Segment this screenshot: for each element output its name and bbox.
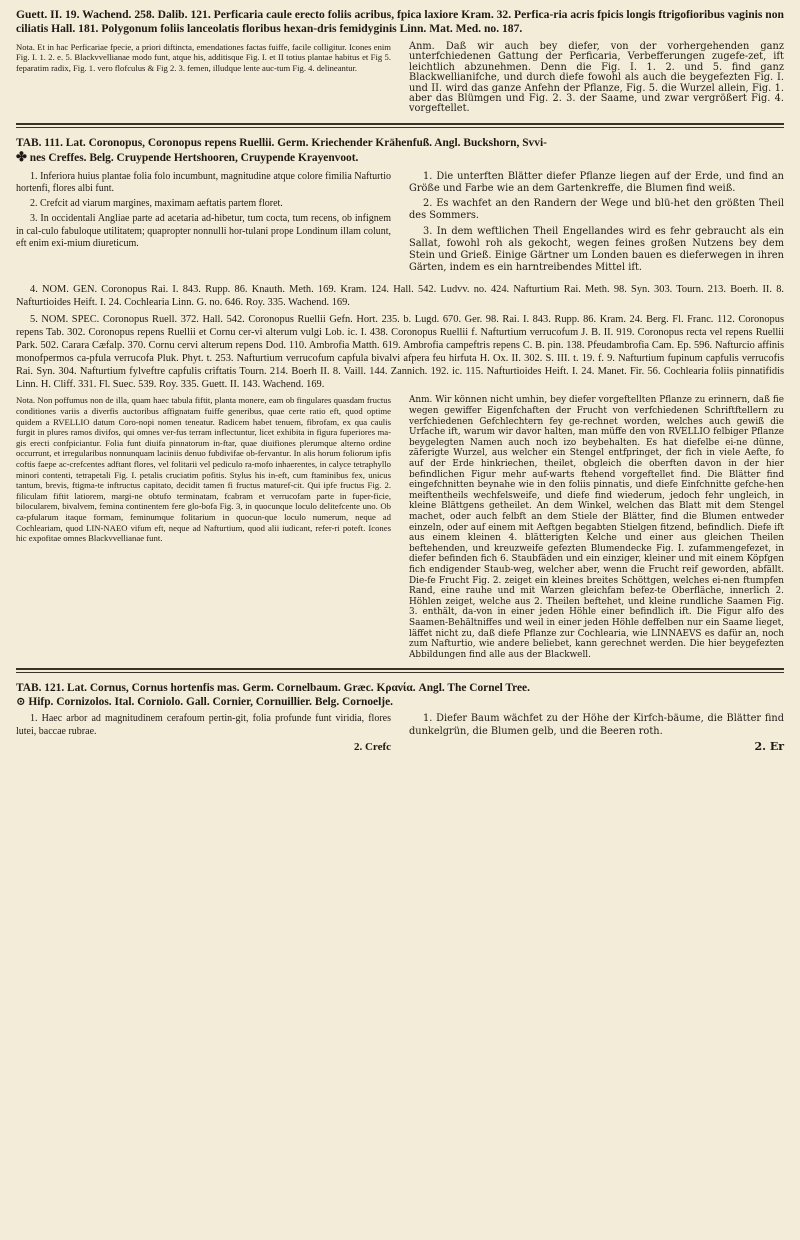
- tab111-heading-line1: TAB. 111. Lat. Coronopus, Coronopus repens Ruellii. Germ. Kriechender Krähenfuß. Angl. Buckshorn, Svvi-: [16, 136, 547, 149]
- cross-symbol-icon: ✤: [16, 148, 27, 164]
- tab121-heading-line2: ⊙ Hifp. Cornizolos. Ital. Corniolo. Gall. Cornier, Cornuillier. Belg. Cornoelje.: [16, 696, 393, 709]
- tab111-descriptions: [16, 171, 784, 278]
- german-item-3: 3. In dem weftlichen Theil Engellandes wird es fehr gebraucht als ein Sallat, fowohl roh als gekocht, wegen feines großen Nutzens bey dem Stein und Grieß. Einige Gärtner um Londen bauen es dieferwegen in ihren Gärten, indem es ein harntreibendes Mittel ift.: [409, 225, 784, 274]
- section-rule-2: [16, 668, 784, 670]
- section-rule: [16, 123, 784, 125]
- tab121-descriptions: [16, 713, 784, 753]
- tab121-heading: [16, 681, 784, 709]
- section-rule-thin: [16, 127, 784, 128]
- nom-spec: 5. NOM. SPEC. Coronopus Ruell. 372. Hall. 542. Coronopus Ruellii Gefn. Hort. 235. b. Lugd. 670. Ger. 98. Rai. I. 843. Rupp. 86. Kram. 24. Berg. Fl. Franc. 112. Coronopus repens Tab. 302. Coronopus repens Ruellii et Cornu cer-vi alterum vulgi Lob. ic. I. 438. Coronopus Ruellii f. Nafturtium verrucofum J. B. II. 919. Coronopus recta vel repens Ruellii Park. 502. Carara Cæfalp. 370. Cornu cervi alterum repens Dod. 110. Ambrofia Matth. 619. Ambrofia campeftris repens C. B. pin. 138. Pfeudambrofia Cam. Ep. 596. Nafturcio affinis monofpermos ca-pfula verrucofa Pluk. Phyt. t. 253. Nafturtium verrucofum capfula bivalvi afpera feu hirfuta H. Ox. II. 302. S. III. t. 19. f. 9. Nafturtium fupinum capfulis verrucofis Rai. Syn. 304. Nafturtium fylveftre capfulis criftatis Tourn. 214. Boerh II. 8. Vaill. 144. Zannich. 192. ic. 115. Nafturtioides Heift. I. 24. Manet. Fir. 56. Cochlearia foliis pinnatifidis Linn. H. Cliff. 331. Fl. Suec. 539. Roy. 335. Guett. II. 143. Wachend. 169.: [16, 314, 784, 391]
- catchword-left: 2. Crefc: [353, 740, 391, 753]
- german-item-1: 1. Die unterften Blätter diefer Pflanze liegen auf der Erde, und find an Größe und Farbe wie an dem Gartenkreffe, die Blumen find weiß.: [409, 170, 784, 195]
- tab121-heading-line1: TAB. 121. Lat. Cornus, Cornus hortenfis mas. Germ. Cornelbaum. Græc. Κρανία. Angl. The Cornel Tree.: [16, 682, 530, 695]
- tab111-german: [409, 171, 784, 278]
- tab111-nota-latin: Nota. Non poffumus non de illa, quam haec tabula fiftit, planta monere, eam ob fingulares quasdam fructus conditiones variis a diverfis auctoribus affignatam fuiffe generibus, quae certe ratio eft, quod optime quidem a RVELLIO datum Coro-nopi nomen teneatur. Radicem habet tenuem, fibrofam, ex qua caulis furgit in plures ramos divifos, qui omnes ver-fus terram inflectuntur, licet exhibita in figura fuperiores ma-gis erecti confpiciantur. Folia funt diuifa pinnatorum in-ftar, quae diuifiones plerumque alterno ordine occurrunt, et irregularibus nonnunquam laciniis denuo fubdivifae ob-fervantur. In alis horum foliorum ipfis coftis faepe ac-crefcentes adftant flores, vel folitarii vel pediculo ra-mofo inhaerentes, in calyce tetraphyllo minori contenti, tetrapetali Fig. I. petalis cruciatim pofitis. Stylus his in-eft, cum ftaminibus fex, unicus tantum, brevis, ftigma-te inftructus capitato, decidit tamen fi fructus maturef-cit. Qui ipfe fructus Fig. 2. filiculam fiftit latiorem, margi-ne obtufo terminatam, fcabram et verrucofam parte in fuper-ficie, bilocularem, bivalvem, femina continentem fere glo-bofa Fig. 3, in quocunque loculo delitefcente uno. Ob ca-pfularum itaque formam, feminumque folitarium in quocun-que loculo numerum, neque ad Cochleariam, quod LIN-NAEO vifum eft, neque ad Nafturtium, quod alii iudicant, refer-ri poteft. Icones hic expofitae omnes Blackvvellianae funt.: [16, 395, 391, 544]
- german-item-2: 2. Es wachfet an den Randern der Wege und blü-het den größten Theil des Sommers.: [409, 198, 784, 222]
- tab111-nota-german: Anm. Wir können nicht umhin, bey diefer vorgeftellten Pflanze zu erinnern, daß fie wegen gewiffer Eigenfchaften der Frucht von verfchiedenen Schriftftellern zu verfchiedenen Gefchlechtern fey ge-rechnet worden, welches auch gewiß die Urfache ift, warum wir davor halten, man müffe den von RVELLIO felbiger Pflanze beygelegten Namen auch noch izo beybehalten. Es hat diefelbe ei-ne dünne, zäferigte Wurzel, aus welcher ein Stengel entfpringet, der fich in viele Aefte, fo auf der Erde hinkriechen, theilet, obgleich die oberften davon in der hier befindlichen Figur mehr auf-warts ftehend vorgeftellet find. Die Blätter find eingefchnitten beynahe wie in den foliis pinnatis, und diefe Einfchnitte gefche-hen meiftentheils wechfelsweife, und diefe find wiederum, jedoch fehr ungleich, in kleine Blättgens getheilet. An dem Winkel, welchen das Blatt mit dem Stengel machet, oder auch felbft an dem Stiele der Blätter, find die Blumen entweder einzeln, oder auf einem mit Aeftgen begabten Stielgen fitzend, befindlich. Diefe ift aus einem kleinen 4. blätterigten Kelche und einer aus gleichen Theilen beftehenden, und kreuzweife gefezten Blumendecke Fig. I. zufammengefezet, in diefer befinden fich 6. Staubfäden und ein einziger, kleiner und mit einem Köpfgen fich endigender Staub-weg, welcher aber, wenn die Frucht reif geworden, abfällt. Die-fe Frucht Fig. 2. zeiget ein kleines breites Schöttgen, welches ei-nen ftumpfen Rand, eine rauhe und mit Warzen gleichfam befez-te Oberfläche, innerlich 2. Höhlen zeiget, welche aus 2. Theilen beftehet, und kleine rundliche Saamen Fig. 3. enthält, da-von in einer jeden Höhle einer befindlich ift. Die Figur alfo des Saamen-Behältniffes und weil in einer jeden Höhle deffelben nur ein Saame lieget, läffet nicht zu, daß diefe Pflanze zur Cochlearia, wie LINNAEVS es dafür an, noch zum Nafturtio, wie andere beliebet, kann gerechnet werden. Die hier beygefezten Abbildungen find alle aus der Blackwell.: [409, 395, 784, 660]
- tab111-nota: [16, 395, 784, 660]
- latin-item-1: 1. Inferiora huius plantae folia folo incumbunt, magnitudine atque colore fimilia Nafturtio hortenfi, flores albi funt.: [16, 170, 391, 195]
- intro-nota: [16, 42, 784, 115]
- intro-nota-german: Anm. Daß wir auch bey diefer, von der vorhergehenden ganz unterfchiedenen Gattung der Perficaria, Verbefferungen zugefe-zet, ift leichtlich abzunehmen. Denn die Fig. I. 1. 2. und 5. find ganz Blackwellianifche, und durch diefe fowohl als auch die beygefezten Fig. I. und II. wird das ganze Anfehn der Pflanze, Fig. 5. die Wurzel allein, Fig. 1. aber das Blümgen und Fig. 2. 3. der Saame, und zwar vergrößert Fig. 4. vorgeftellet.: [409, 41, 784, 115]
- tab111-heading: [16, 136, 784, 165]
- latin-item-3: 3. In occidentali Angliae parte ad acetaria ad-hibetur, tum cocta, tum recens, ob infignem in cal-culo fabuloque utilitatem; quapropter nonnulli hor-tulani prope Londinum illam colunt, eft enim exi-mium diureticum.: [16, 213, 391, 249]
- catchword-right: 2. Er: [754, 739, 784, 753]
- section-rule-thin-2: [16, 672, 784, 673]
- latin-item-1: 1. Haec arbor ad magnitudinem cerafoum pertin-git, folia profunde funt viridia, flores lutei, baccae rubrae.: [16, 713, 391, 737]
- nom-gen: 4. NOM. GEN. Coronopus Rai. I. 843. Rupp. 86. Knauth. Meth. 169. Kram. 124. Hall. 542. Ludvv. no. 424. Nafturtium Rai. Meth. 98. Syn. 303. Tourn. 213. Boerh. II. 8. Nafturtioides Heift. I. 24. Cochlearia Linn. G. no. 646. Roy. 335. Wachend. 169.: [16, 284, 784, 309]
- tab121-latin: [16, 713, 391, 753]
- running-header: Guett. II. 19. Wachend. 258. Dalib. 121. Perficaria caule erecto foliis acribus, fpica laxiore Kram. 32. Perfica-ria acris fpicis longis ftrigofioribus vaginis non ciliatis Hall. 181. Polygonum foliis lanceolatis floribus hexan-dris femidyginis Linn. Mat. Med. no. 187.: [16, 8, 784, 35]
- intro-nota-latin: Nota. Et in hac Perficariae fpecie, a priori diftincta, emendationes factas fuiffe, facile colligitur. Icones enim Fig. I. 1. 2. e. 5. Blackvvellianae modo funt, atque his, additisque Fig. I. et II totius plantae habitus et Fig 5. feparatim radix, Fig. 1. vero flofculus & Fig 2. 3. femen, illudque lente auc-tum Fig. 4. delineantur.: [16, 42, 391, 73]
- tab111-heading-line2: nes Creffes. Belg. Cruypende Hertshooren, Cruypende Krayenvoot.: [29, 151, 359, 164]
- tab111-synonyms: [16, 283, 784, 391]
- tab121-german: [409, 713, 784, 753]
- german-item-1: 1. Diefer Baum wächfet zu der Höhe der Kirfch-bäume, die Blätter find dunkelgrün, die Blumen gelb, und die Beeren roth.: [409, 713, 784, 737]
- tab111-latin: [16, 171, 391, 278]
- latin-item-2: 2. Crefcit ad viarum margines, maximam aeftatis partem floret.: [30, 198, 283, 210]
